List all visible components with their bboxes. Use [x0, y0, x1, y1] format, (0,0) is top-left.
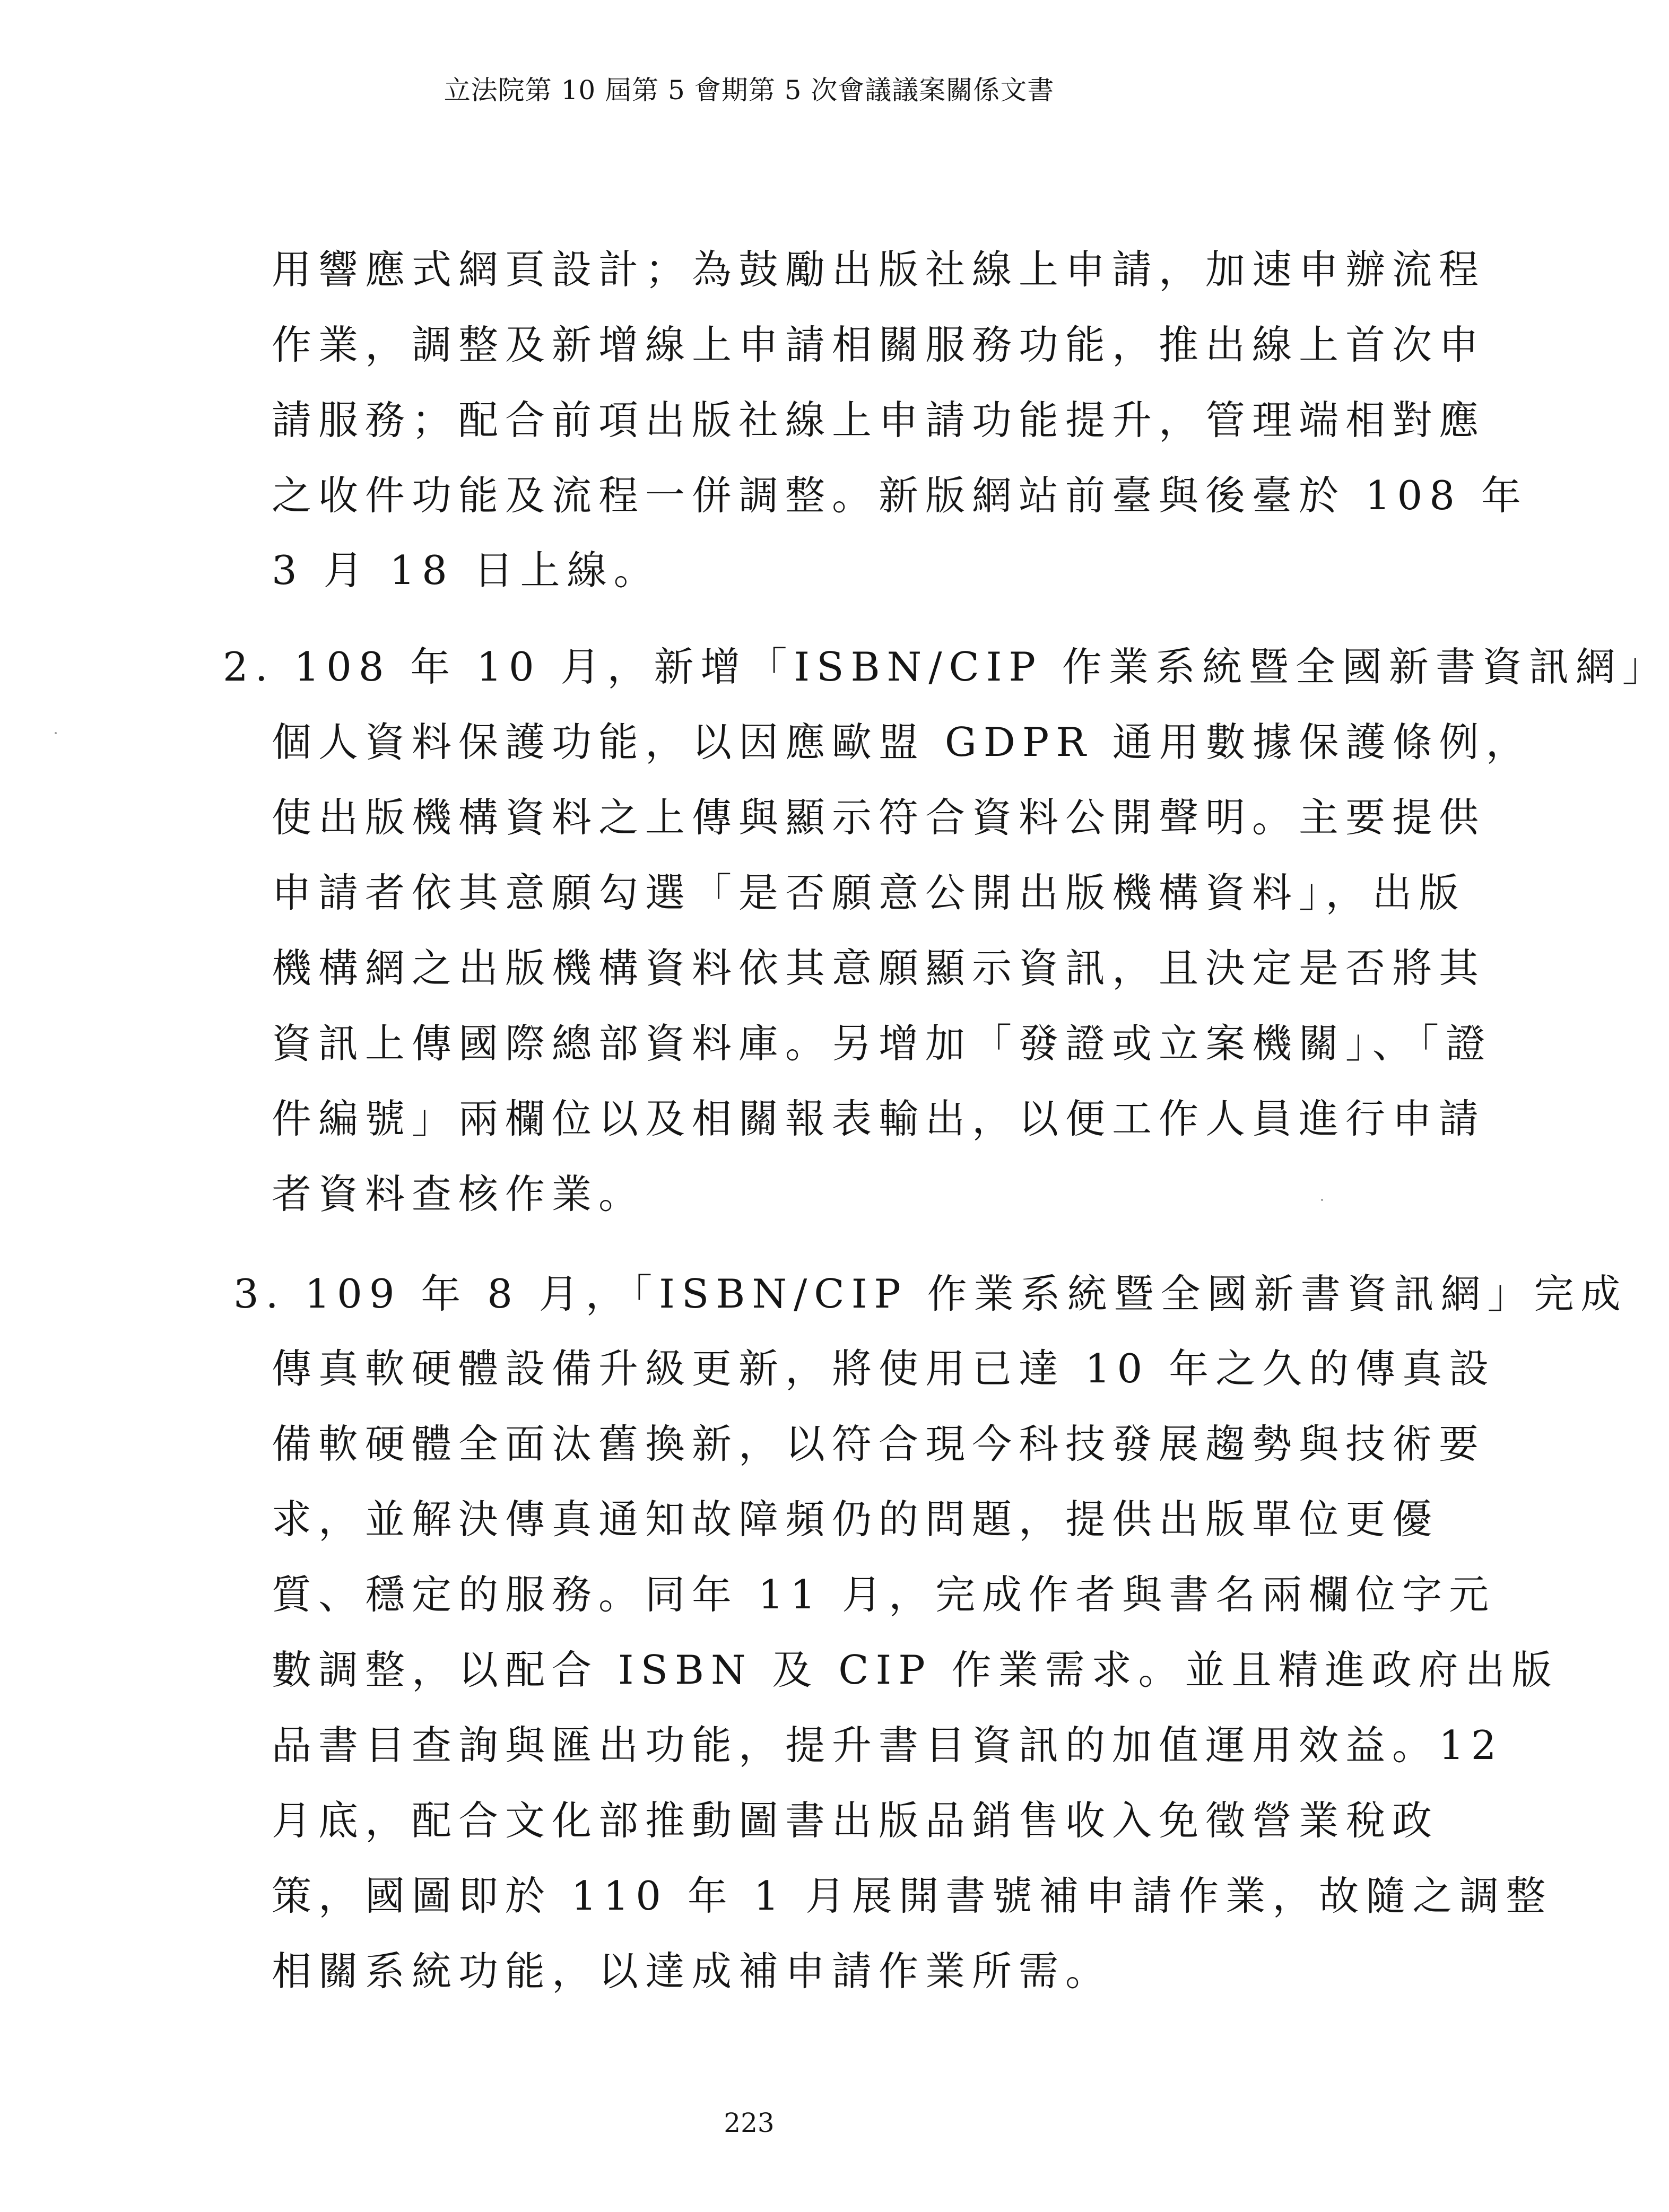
- body-line: 個人資料保護功能，以因應歐盟 GDPR 通用數據保護條例，: [272, 719, 1533, 765]
- body-line: 使出版機構資料之上傳與顯示符合資料公開聲明。主要提供: [272, 794, 1486, 841]
- body-line: 3 月 18 日上線。: [272, 547, 660, 594]
- body-line: 品書目查詢與匯出功能，提升書目資訊的加值運用效益。12: [272, 1722, 1503, 1769]
- body-line: 月底，配合文化部推動圖書出版品銷售收入免徵營業稅政: [272, 1797, 1439, 1844]
- list-item-heading-line: 3. 109 年 8 月，「ISBN/CIP 作業系統暨全國新書資訊網」完成: [233, 1270, 1628, 1317]
- body-line: 策，國圖即於 110 年 1 月展開書號補申請作業，故隨之調整: [272, 1873, 1553, 1919]
- body-line: 作業，調整及新增線上申請相關服務功能，推出線上首次申: [272, 321, 1486, 368]
- page-number: 223: [724, 2108, 775, 2138]
- body-line: 傳真軟硬體設備升級更新，將使用已達 10 年之久的傳真設: [272, 1345, 1496, 1392]
- body-line: 申請者依其意願勾選「是否願意公開出版機構資料」，出版: [272, 869, 1466, 916]
- body-line: 機構網之出版機構資料依其意願顯示資訊，且決定是否將其: [272, 945, 1486, 991]
- body-line: 質、穩定的服務。同年 11 月，完成作者與書名兩欄位字元: [272, 1571, 1496, 1618]
- list-item-heading-line: 2. 108 年 10 月，新增「ISBN/CIP 作業系統暨全國新書資訊網」: [223, 643, 1669, 690]
- body-line: 求，並解決傳真通知故障頻仍的問題，提供出版單位更優: [272, 1496, 1439, 1543]
- running-header: 立法院第 10 屆第 5 會期第 5 次會議議案關係文書: [444, 75, 1055, 106]
- body-line: 相關系統功能，以達成補申請作業所需。: [272, 1948, 1112, 1995]
- body-line: 者資料查核作業。: [272, 1171, 646, 1217]
- body-line: 數調整，以配合 ISBN 及 CIP 作業需求。並且精進政府出版: [272, 1647, 1559, 1693]
- body-line: 備軟硬體全面汰舊換新，以符合現今科技發展趨勢與技術要: [272, 1421, 1486, 1467]
- scan-speck: [55, 732, 57, 734]
- body-line: 之收件功能及流程一併調整。新版網站前臺與後臺於 108 年: [272, 472, 1528, 519]
- body-line: 請服務；配合前項出版社線上申請功能提升，管理端相對應: [272, 397, 1486, 443]
- scan-speck: [1321, 1199, 1323, 1201]
- body-line: 資訊上傳國際總部資料庫。另增加「發證或立案機關」、「證: [272, 1020, 1493, 1067]
- body-line: 用響應式網頁設計；為鼓勵出版社線上申請，加速申辦流程: [272, 246, 1486, 293]
- body-line: 件編號」兩欄位以及相關報表輸出，以便工作人員進行申請: [272, 1095, 1486, 1142]
